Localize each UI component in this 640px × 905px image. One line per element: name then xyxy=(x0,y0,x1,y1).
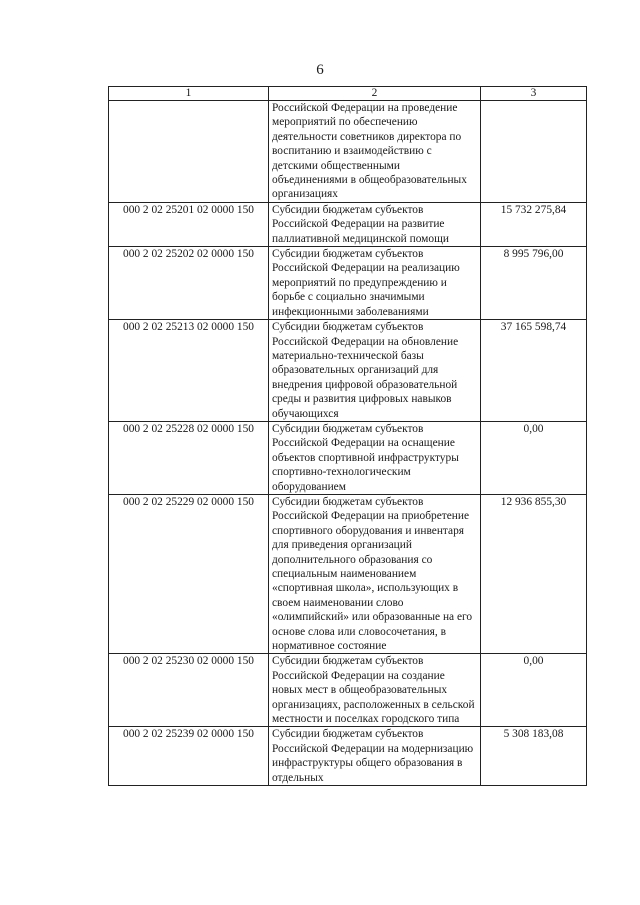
revenue-amount: 15 732 275,84 xyxy=(481,202,587,246)
table-row xyxy=(109,421,587,494)
table-row xyxy=(109,494,587,653)
revenue-description: Субсидии бюджетам субъектов Российской Федерации на обновление материально-технической базы образовательных организаций для внедрения цифровой образовательной среды и развития цифровых навыков обучающихся xyxy=(269,320,481,422)
revenue-description: Субсидии бюджетам субъектов Российской Федерации на реализацию мероприятий по предупреждению и борьбе с социально значимыми инфекционными заболеваниями xyxy=(269,247,481,320)
column-header-1: 1 xyxy=(109,87,269,101)
revenue-description: Субсидии бюджетам субъектов Российской Федерации на приобретение спортивного оборудования и инвентаря для приведения организаций дополнительного образования со специальным наименованием «спортивная школа», использующих в своем наименовании слово «олимпийский» или образованные на его основе слова или словосочетания, в нормативное состояние xyxy=(269,494,481,653)
revenue-code: 000 2 02 25229 02 0000 150 xyxy=(109,494,269,653)
revenue-amount: 8 995 796,00 xyxy=(481,247,587,320)
table-row xyxy=(109,101,587,203)
revenue-code: 000 2 02 25228 02 0000 150 xyxy=(109,421,269,494)
revenue-code: 000 2 02 25202 02 0000 150 xyxy=(109,247,269,320)
revenue-code: 000 2 02 25201 02 0000 150 xyxy=(109,202,269,246)
table-row xyxy=(109,727,587,786)
revenue-description: Субсидии бюджетам субъектов Российской Федерации на создание новых мест в общеобразовательных организациях, расположенных в сельской местности и поселках городского типа xyxy=(269,654,481,727)
revenue-description: Субсидии бюджетам субъектов Российской Федерации на развитие паллиативной медицинской помощи xyxy=(269,202,481,246)
revenue-amount: 0,00 xyxy=(481,654,587,727)
revenue-code: 000 2 02 25230 02 0000 150 xyxy=(109,654,269,727)
table-row xyxy=(109,247,587,320)
table-row xyxy=(109,202,587,246)
column-header-2: 2 xyxy=(269,87,481,101)
budget-table xyxy=(108,86,587,786)
revenue-amount: 0,00 xyxy=(481,421,587,494)
page-number: 6 xyxy=(316,62,324,78)
revenue-amount: 5 308 183,08 xyxy=(481,727,587,786)
revenue-description: Российской Федерации на проведение мероприятий по обеспечению деятельности советников директора по воспитанию и взаимодействию с детскими общественными объединениями в общеобразовательных организациях xyxy=(269,101,481,203)
revenue-description: Субсидии бюджетам субъектов Российской Федерации на оснащение объектов спортивной инфраструктуры спортивно-технологическим оборудованием xyxy=(269,421,481,494)
table-row xyxy=(109,320,587,422)
table-header-row xyxy=(109,87,587,101)
revenue-code: 000 2 02 25239 02 0000 150 xyxy=(109,727,269,786)
revenue-code: 000 2 02 25213 02 0000 150 xyxy=(109,320,269,422)
column-header-3: 3 xyxy=(481,87,587,101)
revenue-amount xyxy=(481,101,587,203)
revenue-code xyxy=(109,101,269,203)
revenue-amount: 37 165 598,74 xyxy=(481,320,587,422)
revenue-description: Субсидии бюджетам субъектов Российской Федерации на модернизацию инфраструктуры общего образования в отдельных xyxy=(269,727,481,786)
revenue-amount: 12 936 855,30 xyxy=(481,494,587,653)
table-row xyxy=(109,654,587,727)
